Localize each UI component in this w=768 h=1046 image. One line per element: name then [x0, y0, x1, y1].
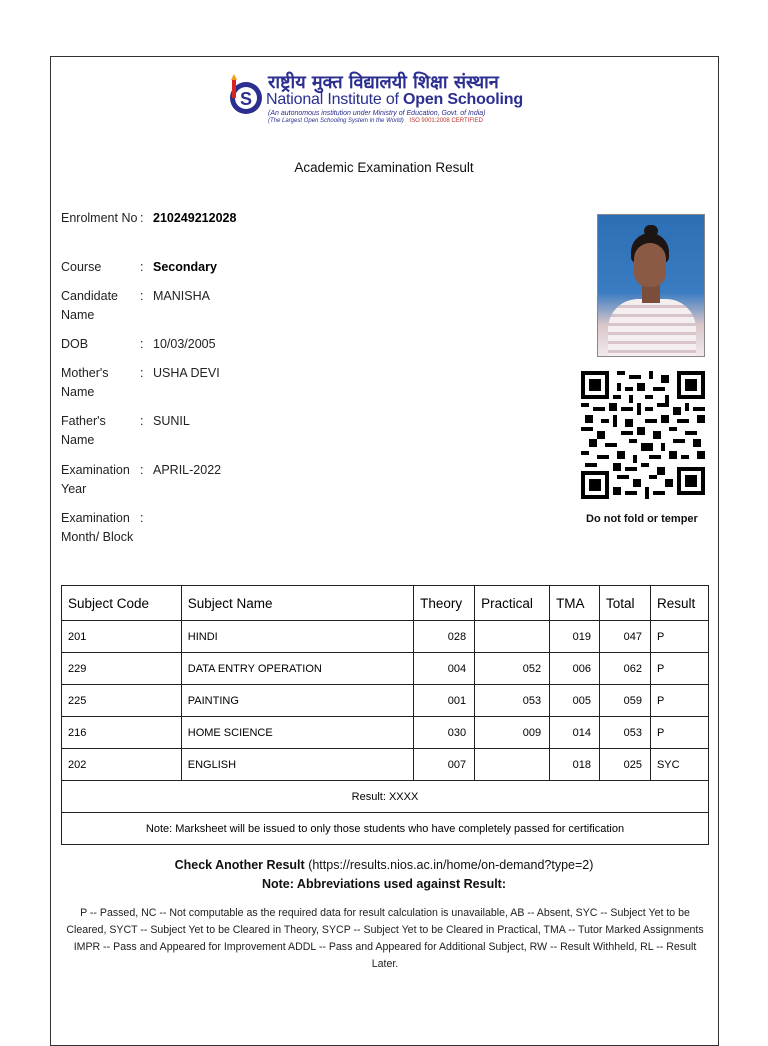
result-document-frame: [50, 56, 719, 1046]
check-another-result-link[interactable]: Check Another Result: [174, 858, 305, 872]
result-cell: SYC: [650, 749, 708, 781]
theory-cell: 001: [414, 685, 475, 717]
org-name-prefix: National Institute of: [266, 91, 399, 108]
theory-cell: 007: [414, 749, 475, 781]
org-subtitle: (An autonomous institution under Ministry of Education, Govt. of India): [268, 110, 486, 117]
total-cell: 059: [600, 685, 651, 717]
total-cell: 062: [600, 653, 651, 685]
document-title: Academic Examination Result: [294, 160, 474, 175]
course-label: Course: [61, 260, 102, 274]
tma-cell: 014: [550, 717, 600, 749]
subject-code-cell: 216: [62, 717, 182, 749]
table-row: [62, 653, 709, 685]
org-name-bold: Open Schooling: [403, 91, 523, 108]
enrolment-value: 210249212028: [153, 211, 237, 225]
colon: :: [140, 366, 144, 380]
tma-cell: 005: [550, 685, 600, 717]
results-table: [61, 585, 709, 845]
result-cell: P: [650, 717, 708, 749]
father-name-value: SUNIL: [153, 414, 190, 428]
subject-name-cell: HOME SCIENCE: [181, 717, 413, 749]
table-row: [62, 621, 709, 653]
subject-name-cell: DATA ENTRY OPERATION: [181, 653, 413, 685]
subject-code-cell: 225: [62, 685, 182, 717]
course-value: Secondary: [153, 260, 217, 274]
total-cell: 025: [600, 749, 651, 781]
dob-label: DOB: [61, 337, 89, 351]
org-name-hindi: राष्ट्रीय मुक्त विद्यालयी शिक्षा संस्थान: [268, 72, 499, 93]
practical-cell: 009: [475, 717, 550, 749]
photo-shirt: [608, 299, 696, 357]
org-tagline: (The Largest Open Schooling System in the World): [268, 118, 404, 124]
colon: :: [140, 289, 144, 303]
note-row: [62, 813, 709, 845]
candidate-name-value: MANISHA: [153, 289, 210, 303]
exam-year-value: APRIL-2022: [153, 463, 222, 477]
subject-code-cell: 201: [62, 621, 182, 653]
colon: :: [140, 337, 144, 351]
nios-logo: [228, 70, 528, 134]
org-name-english: [266, 91, 523, 109]
header-subject-name: Subject Name: [181, 586, 413, 621]
total-cell: 053: [600, 717, 651, 749]
subject-name-cell: PAINTING: [181, 685, 413, 717]
candidate-photo: [597, 214, 705, 357]
result-cell: P: [650, 685, 708, 717]
abbreviations-title: Note: Abbreviations used against Result:: [261, 877, 507, 891]
check-another-result: [0, 858, 768, 872]
colon: :: [140, 414, 144, 428]
dob-value: 10/03/2005: [153, 337, 216, 351]
qr-note: Do not fold or temper: [586, 513, 698, 525]
practical-cell: 053: [475, 685, 550, 717]
abbreviations-text: P -- Passed, NC -- Not computable as the required data for result calculation is unavailable, AB -- Absent, SYC -- Subject Yet to be Cleared, SYCT -- Subject Yet to be Cleared in Theory, SYCP -- Subject Yet to be Cleared in Practical, TMA -- Tutor Marked Assignments IMPR -- Pass and Appeared for Improvement ADDL -- Pass and Appeared for Additional Subject, RW -- Result Withheld, RL -- Result Later.: [66, 907, 704, 970]
theory-cell: 004: [414, 653, 475, 685]
exam-year-label: Examination Year: [61, 463, 130, 496]
header-subject-code: Subject Code: [62, 586, 182, 621]
total-cell: 047: [600, 621, 651, 653]
iso-certified: ISO 9001:2008 CERTIFIED: [409, 118, 483, 124]
result-summary: Result: XXXX: [62, 781, 709, 813]
mother-name-label: Mother's Name: [61, 366, 109, 399]
colon: :: [140, 463, 144, 477]
table-header-row: [62, 586, 709, 621]
theory-cell: 030: [414, 717, 475, 749]
svg-text:S: S: [239, 89, 253, 109]
father-name-label: Father's Name: [61, 414, 106, 447]
mother-name-value: USHA DEVI: [153, 366, 220, 380]
header-practical: Practical: [475, 586, 550, 621]
practical-cell: 052: [475, 653, 550, 685]
table-row: [62, 717, 709, 749]
table-row: [62, 685, 709, 717]
candidate-name-label: Candidate Name: [61, 289, 118, 322]
theory-cell: 028: [414, 621, 475, 653]
org-tagline-line: [268, 118, 483, 124]
tma-cell: 019: [550, 621, 600, 653]
qr-code-icon: [581, 371, 705, 499]
marksheet-note: Note: Marksheet will be issued to only those students who have completely passed for certification: [62, 813, 709, 845]
enrolment-label: Enrolment No: [61, 211, 138, 225]
result-summary-row: [62, 781, 709, 813]
exam-block-label: Examination Month/ Block: [61, 511, 134, 544]
header-theory: Theory: [414, 586, 475, 621]
subject-name-cell: HINDI: [181, 621, 413, 653]
result-cell: P: [650, 621, 708, 653]
check-another-result-url[interactable]: (https://results.nios.ac.in/home/on-demand?type=2): [308, 858, 594, 872]
colon: :: [140, 260, 144, 274]
tma-cell: 018: [550, 749, 600, 781]
practical-cell: [475, 749, 550, 781]
table-row: [62, 749, 709, 781]
result-cell: P: [650, 653, 708, 685]
header-result: Result: [650, 586, 708, 621]
colon: :: [140, 211, 144, 225]
subject-code-cell: 229: [62, 653, 182, 685]
header-tma: TMA: [550, 586, 600, 621]
colon: :: [140, 511, 144, 525]
photo-face: [634, 243, 666, 287]
header-total: Total: [600, 586, 651, 621]
subject-code-cell: 202: [62, 749, 182, 781]
practical-cell: [475, 621, 550, 653]
nios-emblem-icon: [228, 74, 264, 126]
tma-cell: 006: [550, 653, 600, 685]
subject-name-cell: ENGLISH: [181, 749, 413, 781]
